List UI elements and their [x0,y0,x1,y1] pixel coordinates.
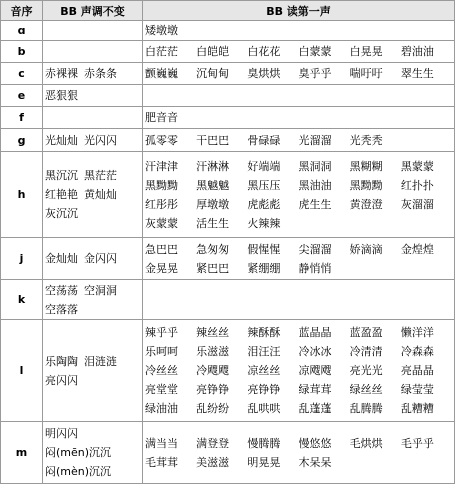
row-letter: c [1,63,43,85]
word: 厚墩墩 [196,197,230,211]
word: 亮光光 [349,364,383,377]
word: 黄澄澄 [349,197,383,211]
word: 凉飕飕 [298,364,332,377]
first-tone-cell [143,41,455,63]
word: 紧绷绷 [247,261,281,275]
word: 泪汪汪 [247,345,281,358]
word: 黑黝黝 [349,178,383,192]
word: 亮晶晶 [400,364,434,377]
word: 满登登 [196,436,230,450]
word: 翠生生 [400,67,434,80]
tone-unchanged-line [45,204,140,223]
table-row [1,63,455,85]
row-letter: m [1,422,43,484]
word: 白皑皑 [196,45,230,58]
word: 孤零零 [145,133,178,147]
row-letter: f [1,107,43,129]
first-tone-cell [143,129,455,152]
word: 恶狠狠 [45,89,78,102]
word: 闷(mèn)沉沉 [45,465,112,478]
first-tone-cell [143,85,455,107]
tone-unchanged-line [45,300,140,319]
tone-unchanged-cell [43,152,143,238]
word: 假惺惺 [247,242,281,256]
word: 灰溜溜 [400,197,434,211]
tone-unchanged-line [45,352,140,371]
word: 懒洋洋 [400,326,434,339]
word: 沉甸甸 [196,67,230,80]
tone-unchanged-line [45,185,140,204]
word: 光闪闪 [84,133,117,147]
word-grid [145,157,452,233]
word: 凉丝丝 [247,364,281,377]
word: 闷(mēn)沉沉 [45,446,112,459]
word: 白花花 [247,45,281,58]
word: 汗津津 [145,159,178,173]
word: 灰沉沉 [45,207,78,220]
table-row [1,320,455,422]
tone-unchanged-cell [43,320,143,422]
word: 黑糊糊 [349,159,383,173]
word: 辣丝丝 [196,326,230,339]
tone-unchanged-line [45,64,140,83]
word: 蓝晶晶 [298,326,332,339]
word: 亮铮铮 [196,383,230,396]
tone-unchanged-line [45,131,140,150]
table-row [1,107,455,129]
tone-unchanged-cell [43,107,143,129]
tone-unchanged-line [45,424,140,443]
word: 急匆匆 [196,242,230,256]
tone-unchanged-line [45,281,140,300]
tone-unchanged-cell [43,85,143,107]
word: 明晃晃 [247,455,281,469]
word: 冷冰冰 [298,345,332,358]
word: 乐陶陶 [45,354,78,368]
word: 冷森森 [400,345,434,358]
word: 光秃秃 [349,133,383,147]
word: 慢悠悠 [298,436,332,450]
word: 亮闪闪 [45,373,78,387]
word: 黑魆魆 [196,178,230,192]
word: 慢腾腾 [247,436,281,450]
tone-unchanged-line [45,249,140,268]
word-grid [145,131,452,150]
table-row [1,238,455,280]
first-tone-cell [143,63,455,85]
word: 黑茫茫 [84,169,117,182]
first-tone-cell [143,320,455,422]
tone-unchanged-cell [43,63,143,85]
word: 绿油油 [145,402,178,415]
tone-unchanged-line [45,443,140,462]
word: 火辣辣 [247,216,281,230]
row-letter: k [1,280,43,320]
word: 臭烘烘 [247,67,281,80]
word: 绿莹莹 [400,383,434,396]
table-row [1,85,455,107]
word: 辣酥酥 [247,326,281,339]
word: 活生生 [196,216,230,230]
word: 红彤彤 [145,197,178,211]
tone-unchanged-cell [43,422,143,484]
word-grid [145,240,452,278]
word: 白茫茫 [145,45,178,58]
word: 骨碌碌 [247,133,281,147]
word: 乱糟糟 [400,402,434,415]
word: 光溜溜 [298,133,332,147]
word: 金晃晃 [145,261,178,275]
row-letter: j [1,238,43,280]
row-letter: e [1,85,43,107]
word: 乐滋滋 [196,345,230,358]
word: 虎生生 [298,197,332,211]
word: 黑压压 [247,178,281,192]
header-row [1,1,455,21]
word: 红扑扑 [400,178,434,192]
first-tone-cell [143,422,455,484]
tone-unchanged-cell [43,280,143,320]
word-grid [145,64,452,83]
word-grid [145,42,452,61]
row-letter: g [1,129,43,152]
word: 黑油油 [298,178,332,192]
word: 冷丝丝 [145,364,178,377]
word: 干巴巴 [196,133,230,147]
word: 汗淋淋 [196,159,230,173]
word: 冷飕飕 [196,364,230,377]
word: 金闪闪 [84,252,117,265]
word: 美滋滋 [196,455,230,469]
tone-unchanged-cell [43,129,143,152]
word: 空落落 [45,302,78,316]
tone-unchanged-cell [43,238,143,280]
table-row [1,21,455,41]
word: 赤条条 [84,67,117,80]
word: 黑蒙蒙 [400,159,434,173]
word: 紧巴巴 [196,261,230,275]
word: 亮堂堂 [145,383,178,396]
word: 亮铮铮 [247,383,281,396]
word: 毛茸茸 [145,455,178,469]
word: 白蒙蒙 [298,45,332,58]
word: 碧油油 [400,45,434,58]
word: 黑黝黝 [145,178,178,192]
word: 乱腾腾 [349,402,383,415]
word: 乱蓬蓬 [298,402,332,415]
tone-unchanged-cell [43,41,143,63]
word: 满当当 [145,436,178,450]
header-first-tone: BB 读第一声 [143,1,455,21]
word: 虎彪彪 [247,197,281,211]
header-tone-unchanged: BB 声调不变 [43,1,143,21]
word: 臭乎乎 [298,67,332,80]
tone-unchanged-cell [43,21,143,41]
row-letter: b [1,41,43,63]
word: 蓝盈盈 [349,326,383,339]
word: 赤裸裸 [45,67,78,80]
word: 颤巍巍 [145,67,178,80]
table-row [1,152,455,238]
word: 红艳艳 [45,188,78,201]
word: 金煌煌 [400,242,434,256]
tone-unchanged-line [45,86,140,105]
word: 木呆呆 [298,455,332,469]
word: 黄灿灿 [84,188,117,201]
word: 毛乎乎 [400,436,434,450]
word: 辣乎乎 [145,326,178,339]
word: 好端端 [247,159,281,173]
first-tone-cell [143,107,455,129]
word: 绿茸茸 [298,383,332,396]
word: 喘吁吁 [349,67,383,80]
word: 黑洞洞 [298,159,332,173]
first-tone-cell [143,21,455,41]
word: 静悄悄 [298,261,332,275]
word: 黑沉沉 [45,169,78,182]
row-letter: h [1,152,43,238]
first-tone-cell [143,152,455,238]
first-tone-cell [143,238,455,280]
word-grid [145,21,452,40]
word: 明闪闪 [45,427,78,440]
word: 乐呵呵 [145,345,178,358]
word-grid [145,434,452,472]
word: 乱哄哄 [247,402,281,415]
tone-unchanged-line [45,462,140,481]
header-pinyin-order: 音序 [1,1,43,21]
word: 绿丝丝 [349,383,383,396]
table-row [1,41,455,63]
word: 毛烘烘 [349,436,383,450]
word: 冷清清 [349,345,383,358]
word-grid [145,323,452,418]
row-letter: ɑ [1,21,43,41]
word: 泪涟涟 [84,354,117,368]
word: 白晃晃 [349,45,383,58]
table-row [1,422,455,484]
word: 灰蒙蒙 [145,216,178,230]
row-letter: l [1,320,43,422]
first-tone-cell [143,280,455,320]
word: 尖溜溜 [298,242,332,256]
table-row [1,129,455,152]
tone-unchanged-line [45,371,140,390]
word: 光灿灿 [45,133,78,147]
table-row [1,280,455,320]
word: 矮墩墩 [145,24,178,37]
word: 乱纷纷 [196,402,230,415]
word: 金灿灿 [45,252,78,265]
word: 急巴巴 [145,242,178,256]
word-grid [145,108,452,127]
word: 娇滴滴 [349,242,383,256]
word: 肥音音 [145,111,178,124]
word: 空荡荡 [45,283,78,297]
tone-unchanged-line [45,166,140,185]
word: 空洞洞 [84,283,117,297]
